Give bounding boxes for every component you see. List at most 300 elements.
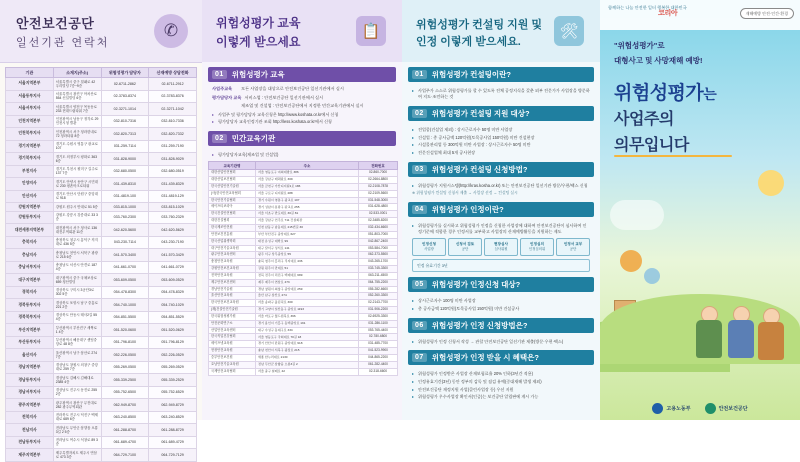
cell-inst-tel: 043-265-1700 bbox=[359, 259, 398, 266]
cell-inst-tel: 031-485-7700 bbox=[359, 341, 398, 348]
cell-officer-tel: 031-4819-100 bbox=[101, 190, 149, 203]
flow-step bbox=[448, 238, 482, 255]
section-05-bar bbox=[408, 277, 594, 292]
cell-address: 경상남도 진주시 동진로 255 2층 bbox=[53, 386, 101, 399]
cell-officer-tel: 043-230-7114 bbox=[101, 236, 149, 249]
cell-inst-name: 한국위험성평가원 bbox=[209, 313, 256, 320]
list-item bbox=[209, 341, 398, 348]
section-06-number: 06 bbox=[412, 321, 427, 330]
table-row bbox=[6, 374, 197, 387]
education-row-manufacturing-value: 제조업 및 건설업 : 안전보건공단에서 지정한 민간교육기관에서 실시 bbox=[241, 103, 364, 108]
table-row bbox=[6, 190, 197, 203]
cell-officer-tel: 054-740-1000 bbox=[101, 299, 149, 312]
list-item bbox=[209, 286, 398, 293]
kosha-logo-label: 안전보건공단 bbox=[718, 406, 748, 412]
table-row bbox=[6, 128, 197, 141]
cell-inst-name: 산업안전교육센터 bbox=[209, 327, 256, 334]
section-07-bar bbox=[408, 350, 594, 365]
flow-step-title: 인정서 교부 bbox=[563, 242, 583, 247]
contacts-header bbox=[0, 0, 202, 63]
cell-address: 경기도 의정부시 평화로 363 6층 bbox=[53, 153, 101, 166]
list-item bbox=[209, 355, 398, 362]
cell-inst-name: 세이프티코리아 bbox=[209, 204, 256, 211]
section-02-bar bbox=[408, 106, 594, 121]
bullet-item: ▸ 안전보건공단 재정지원 사업(클린사업장 등) 우선 지원 bbox=[412, 387, 590, 393]
section-05-bullets bbox=[412, 298, 590, 312]
section-04-bar bbox=[408, 202, 594, 217]
section-06-label: 위험성평가 인정 신청방법은? bbox=[431, 320, 528, 330]
cell-inst-address: 서울 서초구 반포대로 30길 81 bbox=[256, 211, 359, 218]
cell-inst-address: 경기 용인시 기흥구 동백중앙로 191 bbox=[256, 320, 359, 327]
cell-officer-tel: 062-949-8700 bbox=[101, 399, 149, 412]
flow-step-actor: 공단 bbox=[461, 247, 469, 252]
cell-officer-tel: 033-815-1000 bbox=[101, 203, 149, 212]
cell-inst-name: 한국건설안전협회 bbox=[209, 211, 256, 218]
cell-region: 전남동부지사 bbox=[6, 436, 54, 449]
cell-region: 광주지역본부 bbox=[6, 399, 54, 412]
cell-inst-name: 광주안전교육센터 bbox=[209, 252, 256, 259]
cell-officer-tel: 031-259-7114 bbox=[101, 140, 149, 153]
phone-icon: ✆ bbox=[154, 14, 188, 48]
institutions-header-row bbox=[209, 162, 398, 170]
cell-inst-tel: 032-434-6600 bbox=[359, 224, 398, 231]
section-04-label: 위험성평가 인정이란? bbox=[431, 204, 504, 214]
worker-illustration-a bbox=[696, 306, 722, 358]
cell-inst-name: 경남안전기술원 bbox=[209, 286, 256, 293]
bullet-item: ▸ 사업주가 스스로 위험성평가를 할 수 있도록 전체 공정지식을 갖춘 외부 전문가가 사업장을 방문하여 지도·조언하는 것 bbox=[412, 88, 590, 101]
list-item bbox=[209, 307, 398, 314]
cell-region: 강원동부지사 bbox=[6, 211, 54, 224]
flow-step-title: 인정심의 bbox=[530, 242, 544, 247]
section-03 bbox=[408, 162, 594, 197]
cell-inst-address: 인천 남동구 남동대로 215번길 30 bbox=[256, 224, 359, 231]
cell-hotline: 031-828-9029 bbox=[149, 153, 197, 166]
section-06-bullets bbox=[412, 339, 590, 345]
table-row bbox=[6, 324, 197, 337]
list-item bbox=[209, 361, 398, 368]
list-item bbox=[209, 211, 398, 218]
table-row bbox=[6, 299, 197, 312]
education-row-officer-key: 평가담당자 교육 bbox=[212, 94, 242, 100]
cell-inst-tel: 063-211-4500 bbox=[359, 272, 398, 279]
section-institutions-bar bbox=[208, 131, 396, 146]
poster-headline-1-suffix: 는 bbox=[703, 86, 717, 102]
cell-address: 대전광역시 서구 청사로 136 대전무역회관 11층 bbox=[53, 224, 101, 237]
list-item bbox=[209, 300, 398, 307]
cell-region: 경남지역본부 bbox=[6, 361, 54, 374]
cell-hotline: 031-4819-129 bbox=[149, 190, 197, 203]
cell-inst-name: 대한산업안전협회 bbox=[209, 170, 256, 177]
cell-hotline: 032-680-0519 bbox=[149, 165, 197, 178]
cell-hotline: 061-288-8729 bbox=[149, 424, 197, 437]
cell-hotline: 064-729-7129 bbox=[149, 449, 197, 462]
cell-region: 대전세종지역본부 bbox=[6, 224, 54, 237]
table-row bbox=[6, 224, 197, 237]
cell-region: 전남지사 bbox=[6, 424, 54, 437]
cell-region: 경북동부지사 bbox=[6, 299, 54, 312]
cell-inst-address: 서울 송파구 올림픽로 300 bbox=[256, 300, 359, 307]
section-07-bullets bbox=[412, 371, 590, 401]
list-item bbox=[209, 218, 398, 225]
list-item bbox=[209, 177, 398, 184]
cell-region: 인천북부지사 bbox=[6, 128, 54, 141]
cell-address: 경상남도 창원시 의창구 중앙대로 259 7층 bbox=[53, 361, 101, 374]
cell-region: 경기북부지사 bbox=[6, 153, 54, 166]
cell-inst-address: 세종 한누리대로 2130 bbox=[256, 355, 359, 362]
cell-inst-address: 전남 무안군 삼향읍 오룡3길 2 bbox=[256, 361, 359, 368]
bullet-item: ▸ 인정유효기간(3년) 동안 정부의 감독 및 점검 유예(중대재해 발생 제외) bbox=[412, 379, 590, 385]
cell-inst-tel: 031-906-2200 bbox=[359, 307, 398, 314]
bullet-item: ▸ 위험성평가 지원시스템(http://kras.kosha.or.kr) 또는 안전보건공단 일선기관 방문/우편/팩스 신청 bbox=[412, 183, 590, 189]
cell-hotline: 051-520-0629 bbox=[149, 324, 197, 337]
education-row-officer bbox=[212, 95, 392, 102]
cell-hotline: 02-3271-1042 bbox=[149, 103, 197, 116]
cell-address: 경기도 수원시 영통구 광교로 107 bbox=[53, 140, 101, 153]
cell-hotline: 031-259-7190 bbox=[149, 140, 197, 153]
cell-inst-tel: 031-628-4800 bbox=[359, 204, 398, 211]
cell-inst-tel: 02-6925-3300 bbox=[359, 313, 398, 320]
cell-region: 제주지역본부 bbox=[6, 449, 54, 462]
cell-inst-name: 한국안전기술협회 bbox=[209, 197, 256, 204]
section-03-bullets bbox=[412, 183, 590, 189]
cell-inst-tel: 044-865-2200 bbox=[359, 355, 398, 362]
education-row-owner-key: 사업주교육 bbox=[212, 86, 233, 91]
th-address: 소재지(주소) bbox=[53, 68, 101, 78]
cell-hotline: 054-851-5529 bbox=[149, 311, 197, 324]
bullet-item: ▸ 위험성평가 인정받은 사업장 산재보험료율 20% 인하(3년간 적용) bbox=[412, 371, 590, 377]
poster-headline-3: 의무입니다 bbox=[614, 137, 689, 154]
cell-inst-address: 대구 수성구 동대구로 334 bbox=[256, 327, 359, 334]
cell-officer-tel: 033-760-2300 bbox=[101, 211, 149, 224]
th-inst-name: 교육기관명 bbox=[209, 162, 256, 170]
poster-headline-1 bbox=[614, 78, 716, 105]
cell-officer-tel: 02-3783-8374 bbox=[101, 90, 149, 103]
cell-inst-name: 전북안전교육원 bbox=[209, 272, 256, 279]
cell-inst-name: 강원안전보건교육원 bbox=[209, 266, 256, 273]
cell-officer-tel: 051-796-8100 bbox=[101, 336, 149, 349]
poster-underline bbox=[614, 155, 732, 157]
table-row bbox=[6, 178, 197, 191]
sun-illustration bbox=[758, 170, 784, 196]
cell-address: 경기도 안양시 동안구 시민대로 230 평촌아크로타워 bbox=[53, 178, 101, 191]
cell-region: 서울서부지사 bbox=[6, 103, 54, 116]
cell-officer-tel: 063-240-8500 bbox=[101, 411, 149, 424]
kosha-logo-mark bbox=[705, 403, 716, 414]
section-01-bullets bbox=[412, 88, 590, 101]
section-03-number: 03 bbox=[412, 165, 427, 174]
list-item bbox=[209, 266, 398, 273]
list-item bbox=[209, 313, 398, 320]
flow-step bbox=[520, 238, 554, 255]
table-row bbox=[6, 336, 197, 349]
table-row bbox=[6, 211, 197, 224]
bullet-item: ▸ 건설업 : 총 공사금액 120억원(토목공사업 150억원) 미만 건설현장 bbox=[412, 135, 590, 141]
cell-region: 서울지역본부 bbox=[6, 78, 54, 91]
section-03-body bbox=[408, 177, 594, 197]
list-item bbox=[209, 279, 398, 286]
consulting-title-line2: 인정 이렇게 받으세요. bbox=[416, 36, 521, 48]
education-header bbox=[202, 0, 402, 62]
cell-inst-address: 경남 창원시 의창구 중앙대로 259 bbox=[256, 286, 359, 293]
gear-small-illustration bbox=[644, 268, 660, 284]
korea-logo-text: 코리아 bbox=[658, 10, 678, 17]
cell-officer-tel: 032-810-7316 bbox=[101, 115, 149, 128]
table-row bbox=[6, 153, 197, 166]
section-02-body bbox=[408, 121, 594, 157]
th-hotline: 산재예방 상담전화 bbox=[149, 68, 197, 78]
cell-inst-address: 충북 청주시 흥덕구 직지대로 436 bbox=[256, 259, 359, 266]
column-consulting bbox=[402, 0, 600, 420]
cell-inst-tel: 02-533-0001 bbox=[359, 211, 398, 218]
ministry-logo-mark bbox=[652, 403, 663, 414]
worker-body-a bbox=[696, 320, 722, 358]
cell-inst-tel: 031-286-1100 bbox=[359, 320, 398, 327]
section-01 bbox=[408, 67, 594, 101]
list-item bbox=[209, 245, 398, 252]
poster-headline-2: 사업주의 bbox=[614, 111, 674, 128]
cell-officer-tel: 051-520-0600 bbox=[101, 324, 149, 337]
cell-inst-tel: 062-373-5500 bbox=[359, 252, 398, 259]
section-04-number: 04 bbox=[412, 205, 427, 214]
cell-inst-tel: 031-548-3000 bbox=[359, 197, 398, 204]
table-row bbox=[6, 103, 197, 116]
cell-hotline: 055-269-0529 bbox=[149, 361, 197, 374]
process-flow bbox=[412, 238, 590, 255]
worker-illustration-b bbox=[728, 306, 754, 358]
section-06 bbox=[408, 318, 594, 345]
cell-region: 경북지사 bbox=[6, 286, 54, 299]
cell-officer-tel: 055-339-2500 bbox=[101, 374, 149, 387]
cell-officer-tel: 061-689-4700 bbox=[101, 436, 149, 449]
section-06-body bbox=[408, 333, 594, 345]
table-row bbox=[6, 349, 197, 362]
section-01-number: 01 bbox=[412, 70, 427, 79]
table-row bbox=[6, 386, 197, 399]
section-02 bbox=[408, 106, 594, 157]
cell-inst-name: 제주안전보건센터 bbox=[209, 279, 256, 286]
cell-hotline: 053-609-0529 bbox=[149, 274, 197, 287]
cell-address: 충청북도 청주시 흥덕구 직지대로 436 5층 bbox=[53, 236, 101, 249]
list-item bbox=[209, 197, 398, 204]
cell-officer-tel: 054-851-5500 bbox=[101, 311, 149, 324]
section-05-body bbox=[408, 292, 594, 312]
list-item bbox=[209, 348, 398, 355]
cell-inst-address: 서울 강남구 언주로 711 건설회관 bbox=[256, 218, 359, 225]
logo-kosha bbox=[705, 403, 748, 414]
cell-inst-tel: 02-3485-8200 bbox=[359, 218, 398, 225]
cell-inst-address: 서울 금천구 가산디지털1로 186 bbox=[256, 183, 359, 190]
cell-inst-address: 경기 고양시 일산동구 중앙로 1193 bbox=[256, 307, 359, 314]
worker-body-b bbox=[728, 320, 754, 358]
section-education bbox=[208, 67, 396, 126]
section-04-bullets bbox=[412, 223, 590, 236]
cell-inst-name: 울산안전교육원 bbox=[209, 293, 256, 300]
table-row bbox=[6, 249, 197, 262]
table-row bbox=[6, 115, 197, 128]
cell-region: 안양지사 bbox=[6, 178, 54, 191]
poster-quote: "위험성평가"로 bbox=[614, 41, 665, 50]
cell-hotline: 052-226-0529 bbox=[149, 349, 197, 362]
cell-inst-tel: 052-260-3300 bbox=[359, 293, 398, 300]
cell-inst-address: 경기 수원시 영통구 광교로 107 bbox=[256, 197, 359, 204]
flow-step bbox=[484, 238, 518, 255]
cell-inst-address: 서울 강남구 테헤란로 309 bbox=[256, 177, 359, 184]
cell-inst-name: 안전보건진흥원 bbox=[209, 231, 256, 238]
cell-officer-tel: 054-478-8300 bbox=[101, 286, 149, 299]
cell-inst-address: 서울 마포구 월드컵북로 396 bbox=[256, 313, 359, 320]
cell-region: 부산동부지사 bbox=[6, 336, 54, 349]
worker-body-c bbox=[758, 322, 784, 360]
cell-inst-tel: 053-584-7000 bbox=[359, 245, 398, 252]
section-02-bullets bbox=[412, 127, 590, 157]
cell-address: 울산광역시 남구 삼산로 274 7층 bbox=[53, 349, 101, 362]
cell-address: 강원도 원주시 만대로 51 5층 bbox=[53, 203, 101, 212]
flow-step-title: 신청서 검토 bbox=[455, 242, 475, 247]
section-01-label: 위험성평가 컨설팅이란? bbox=[431, 70, 511, 79]
cell-region: 충남서부지사 bbox=[6, 261, 54, 274]
cell-address: 전라북도 전주시 덕진구 백제대로 689 6층 bbox=[53, 411, 101, 424]
section-01-body bbox=[408, 82, 594, 101]
section-institutions-body bbox=[208, 146, 396, 158]
bullet-item: ▸ 위험성평가 우수사업장 확인서(인증)는 보건공단 알림판에 게시 가능 bbox=[412, 394, 590, 400]
list-item bbox=[209, 327, 398, 334]
korea-logo bbox=[658, 8, 677, 18]
cell-region: 전북지사 bbox=[6, 411, 54, 424]
cell-inst-tel: 061-282-4400 bbox=[359, 361, 398, 368]
cell-inst-tel: 033-745-3300 bbox=[359, 266, 398, 273]
contacts-table bbox=[5, 67, 197, 462]
cell-region: 울산지사 bbox=[6, 349, 54, 362]
gear-illustration bbox=[620, 250, 642, 272]
flow-step bbox=[556, 238, 590, 255]
bullet-item: ▸ 시설물관리업 등 300억원 미만 사업장 : 상시근로자수 50명 미만 bbox=[412, 142, 590, 148]
cell-officer-tel: 02-3271-1014 bbox=[101, 103, 149, 116]
section-07-number: 07 bbox=[412, 353, 427, 362]
table-row bbox=[6, 424, 197, 437]
th-inst-address: 주소 bbox=[256, 162, 359, 170]
cell-inst-name: (재)건설안전기술원 bbox=[209, 307, 256, 314]
cell-hotline: 033-760-2329 bbox=[149, 211, 197, 224]
table-row bbox=[6, 399, 197, 412]
cell-hotline: 031-439-8329 bbox=[149, 178, 197, 191]
cell-region: 인천지역본부 bbox=[6, 115, 54, 128]
list-item bbox=[209, 204, 398, 211]
th-region: 기관 bbox=[6, 68, 54, 78]
cell-inst-tel: 02-2109-5600 bbox=[359, 190, 398, 197]
education-link-lookup[interactable]: ▸ 평가담당자 교육인정기관 조회 http://less.koshata.or.kr에서 신청 bbox=[212, 119, 392, 125]
cell-inst-name: 현장안전교육원 bbox=[209, 348, 256, 355]
cell-officer-tel: 041-661-0700 bbox=[101, 261, 149, 274]
poster-footer-logos bbox=[600, 403, 800, 414]
cell-officer-tel: 031-828-9000 bbox=[101, 153, 149, 166]
cell-hotline: 033-815-1029 bbox=[149, 203, 197, 212]
section-note: ※ 위험성평가 컨설팅 신청서 제출 → 사업장 선정 → 컨설팅 실시 bbox=[412, 190, 518, 195]
education-row-owner bbox=[212, 86, 392, 93]
cell-hotline: 041-661-0729 bbox=[149, 261, 197, 274]
cell-inst-name: 중부안전보건원 bbox=[209, 355, 256, 362]
cloud-illustration bbox=[610, 200, 664, 230]
cell-inst-tel: 02-2108-7878 bbox=[359, 183, 398, 190]
list-item bbox=[209, 231, 398, 238]
list-item bbox=[209, 238, 398, 245]
list-item bbox=[209, 183, 398, 190]
cell-inst-name: 한국직업건강협회 bbox=[209, 334, 256, 341]
cell-region: 경남동부지사 bbox=[6, 374, 54, 387]
cell-officer-tel: 055-752-6500 bbox=[101, 386, 149, 399]
cell-address: 강원도 강릉시 강릉대로 33 3층 bbox=[53, 211, 101, 224]
cell-address: 대구광역시 중구 국채보상로 659 청산빌딩 bbox=[53, 274, 101, 287]
table-row bbox=[6, 286, 197, 299]
cell-officer-tel: 061-288-8700 bbox=[101, 424, 149, 437]
table-row bbox=[6, 261, 197, 274]
cell-officer-tel: 02-6711-2862 bbox=[101, 78, 149, 91]
section-02-number: 02 bbox=[412, 109, 427, 118]
cell-inst-tel: 02-860-7000 bbox=[359, 170, 398, 177]
cell-inst-address: 대전 유성구 대학로 99 bbox=[256, 238, 359, 245]
section-05-number: 05 bbox=[412, 280, 427, 289]
education-links bbox=[212, 112, 392, 126]
table-row bbox=[6, 165, 197, 178]
cell-inst-tel: 041-523-9900 bbox=[359, 348, 398, 355]
logo-ministry bbox=[652, 403, 690, 414]
poster-headline-1-main: 위험성평가 bbox=[614, 83, 704, 104]
section-06-bar bbox=[408, 318, 594, 333]
institutions-table bbox=[208, 161, 398, 376]
list-item bbox=[209, 190, 398, 197]
cell-inst-name: (사)한국안전교육협회 bbox=[209, 190, 256, 197]
cell-region: 대구지역본부 bbox=[6, 274, 54, 287]
cell-region: 경남서부지사 bbox=[6, 386, 54, 399]
cell-officer-tel: 055-269-0500 bbox=[101, 361, 149, 374]
flow-step-actor: 공단 bbox=[569, 247, 577, 252]
bullet-item: ▸ 상시근로자수 100명 미만 사업장 bbox=[412, 298, 590, 304]
org-title: 안전보건공단 bbox=[16, 16, 95, 31]
list-item bbox=[209, 334, 398, 341]
table-row bbox=[6, 78, 197, 91]
flow-step-title: 현장심사 bbox=[494, 242, 508, 247]
bullet-item: ▸ 전업종(건설업 제외) : 상시근로자수 50명 미만 사업장 bbox=[412, 127, 590, 133]
ministry-logo-label: 고용노동부 bbox=[666, 406, 691, 412]
cell-hotline: 051-796-8129 bbox=[149, 336, 197, 349]
list-item bbox=[209, 170, 398, 177]
cell-officer-tel: 042-620-5600 bbox=[101, 224, 149, 237]
education-row-manufacturing-key bbox=[212, 103, 238, 110]
cell-address: 충청남도 서산시 안견로 187 4층 bbox=[53, 261, 101, 274]
section-institutions bbox=[208, 131, 396, 158]
cell-hotline: 055-339-2529 bbox=[149, 374, 197, 387]
consulting-title-line1: 위험성평가 컨설팅 지원 및 bbox=[416, 19, 543, 31]
table-row bbox=[6, 203, 197, 212]
bullet-item: ▸ 위험성평가를 실시하고 위험성평가 인정을 신청한 사업장에 대하여 안전보건공단이 심사하여 인정기준에 적합한 경우 인정서를 교부하고 사업장의 산재예방활동을 지원하는 제도 bbox=[412, 223, 590, 236]
cell-inst-name: 한국안전보건교육원 bbox=[209, 300, 256, 307]
cell-inst-tel: 02-318-6600 bbox=[359, 368, 398, 375]
flow-step-title: 인정신청 bbox=[422, 242, 436, 247]
section-institutions-label: 민간교육기관 bbox=[231, 133, 276, 143]
poster bbox=[600, 0, 800, 420]
institutions-note: ▸ 평가담당자교육(제조업 및 건설업) bbox=[212, 152, 392, 158]
poster-ribbon: 함께하는 나눔 안전한 일터 행복한 대한민국 bbox=[608, 5, 687, 10]
section-07-body bbox=[408, 365, 594, 401]
table-row bbox=[6, 449, 197, 462]
cell-address: 인천광역시 서구 청라한내로 72 청라타워 8층 bbox=[53, 128, 101, 141]
education-row-manufacturing bbox=[212, 103, 392, 110]
education-link-apply[interactable]: ▸ 사업주 및 평가담당자 교육신청은 http://www.koshata.or.kr에서 신청 bbox=[212, 112, 392, 118]
cell-hotline: 063-240-8529 bbox=[149, 411, 197, 424]
cell-address: 경기도 안산시 단원구 중앙대로 918 bbox=[53, 190, 101, 203]
table-row bbox=[6, 236, 197, 249]
list-item bbox=[209, 272, 398, 279]
th-officer-tel: 위험성평가 담당자 bbox=[101, 68, 149, 78]
